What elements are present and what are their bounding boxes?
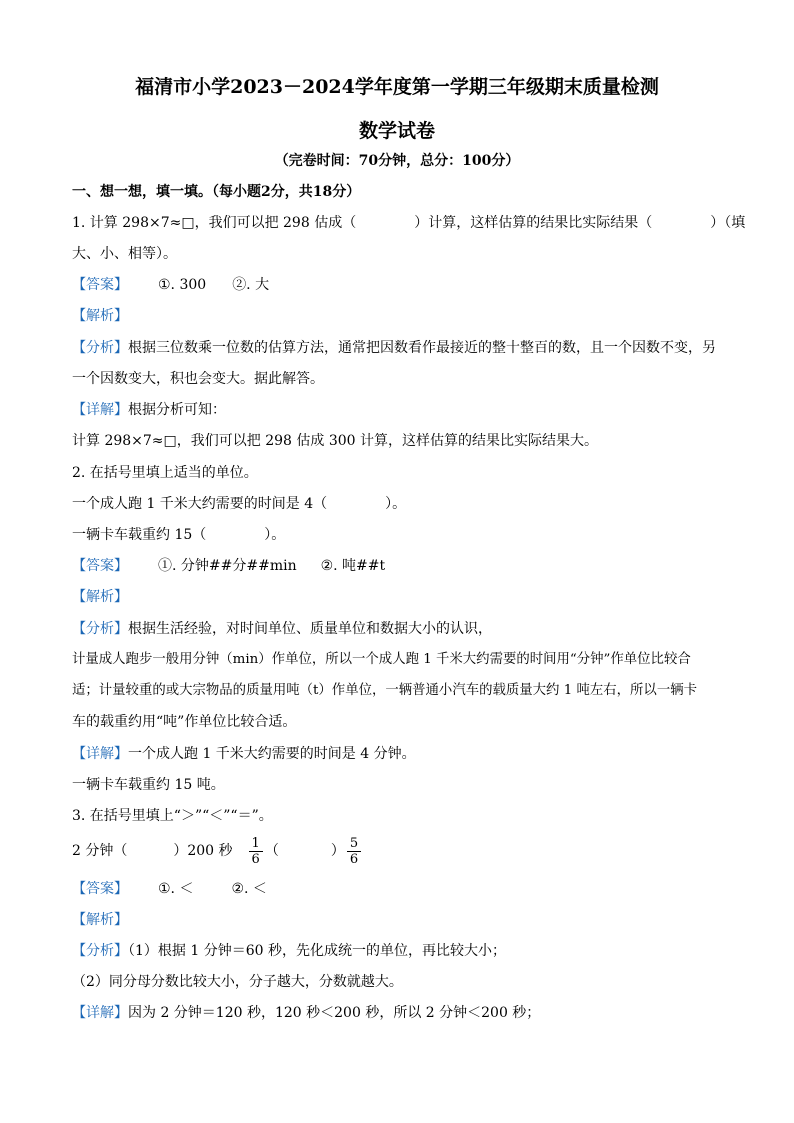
q2-answer-1: ①. 分钟##分##min [158, 558, 297, 574]
q3-fenxi-l1 [72, 942, 506, 960]
q1-fenxi-text1: 根据三位数乘一位数的估算方法，通常把因数看作最接近的整十整百的数，且一个因数不变，另 [128, 340, 716, 356]
q1-detail-l2: 计算 298×7≈□，我们可以把 298 估成 300 计算，这样估算的结果比实际结果大。 [72, 433, 599, 449]
q2-line1: 2. 在括号里填上适当的单位。 [72, 465, 258, 481]
xiangjie-tag: 【详解】 [72, 402, 128, 418]
section1-heading: 一、想一想，填一填。（每小题2分，共18分） [72, 184, 361, 200]
fraction-numerator: 1 [249, 836, 263, 852]
q3-fenxi-l2: （2）同分母分数比较大小，分子越大，分数就越大。 [72, 974, 403, 990]
q2-line3-a: 一辆卡车载重约 15（ [72, 527, 207, 543]
q2-line3-b: ）。 [264, 527, 286, 543]
fenxi-tag: 【分析】 [72, 340, 128, 356]
q3-answer-1: ①. ＜ [158, 881, 194, 897]
q3-line2-d: ） [330, 843, 345, 859]
fraction-denominator: 6 [251, 851, 260, 867]
q3-line1: 3. 在括号里填上“＞”“＜”“＝”。 [72, 808, 273, 824]
q3-detail-text1: 因为 2 分钟＝120 秒，120 秒＜200 秒，所以 2 分钟＜200 秒； [128, 1005, 541, 1021]
fenxi-tag: 【分析】 [72, 621, 128, 637]
q3-fenxi-text1: （1）根据 1 分钟＝60 秒，先化成统一的单位，再比较大小； [128, 943, 506, 959]
fraction-five-sixths [347, 836, 361, 867]
fraction-denominator: 6 [349, 851, 359, 867]
q2-detail-text1: 一个成人跑 1 千米大约需要的时间是 4 分钟。 [128, 746, 416, 762]
q2-fenxi-l3: 适；计量较重的或大宗物品的质量用吨（t）作单位，一辆普通小汽车的载质量大约 1 吨左右，所以一辆卡 [72, 683, 697, 698]
exam-title: 福清市小学2023－2024学年度第一学期三年级期末质量检测 [135, 76, 659, 98]
q2-answer [72, 557, 385, 575]
q2-line2-b: ）。 [385, 496, 407, 512]
q1-line1-b: ）计算，这样估算的结果比实际结果（ [414, 215, 653, 231]
fraction-one-sixth [249, 836, 263, 867]
q2-fenxi-l4: 车的载重约用“吨”作单位比较合适。 [72, 714, 297, 730]
q2-analysis-tag: 【解析】 [72, 589, 128, 605]
q1-fenxi-l1 [72, 339, 716, 357]
q1-line2: 大、小、相等）。 [72, 246, 177, 262]
q1-line1-c: ）（填 [710, 215, 746, 231]
fraction-numerator: 5 [347, 836, 361, 852]
q3-line2-a: 2 分钟（ [72, 843, 128, 859]
q2-line3 [72, 526, 285, 544]
answer-tag: 【答案】 [72, 558, 128, 574]
exam-subtitle: 数学试卷 [358, 120, 435, 142]
xiangjie-tag: 【详解】 [72, 1005, 128, 1021]
q3-answer-2: ②. ＜ [231, 881, 267, 897]
exam-info: （完卷时间：70分钟，总分：100分） [274, 153, 520, 169]
q1-detail-l1 [72, 401, 226, 419]
q3-answer [72, 880, 267, 898]
q2-fenxi-l2: 计量成人跑步一般用分钟（min）作单位，所以一个成人跑 1 千米大约需要的时间用“分钟”作单位比较合 [72, 652, 691, 667]
q1-fenxi-l2: 一个因数变大，积也会变大。据此解答。 [72, 371, 324, 387]
answer-tag: 【答案】 [72, 881, 128, 897]
q1-detail-text1: 根据分析可知： [128, 402, 226, 418]
q2-detail-l1 [72, 745, 416, 763]
q1-line1 [72, 214, 745, 232]
q3-analysis-tag: 【解析】 [72, 912, 128, 928]
q1-answer-2: ②. 大 [232, 277, 270, 293]
q2-line2 [72, 495, 406, 513]
q2-answer-2: ②. 吨##t [320, 558, 386, 574]
q3-detail-l1 [72, 1004, 540, 1022]
q1-answer [72, 276, 269, 294]
xiangjie-tag: 【详解】 [72, 746, 128, 762]
q2-fenxi-text1: 根据生活经验，对时间单位、质量单位和数据大小的认识， [128, 621, 492, 637]
q3-line2-b: ）200 秒 [173, 843, 233, 859]
q2-line2-a: 一个成人跑 1 千米大约需要的时间是 4（ [72, 496, 328, 512]
q1-line1-a: 1. 计算 298×7≈□，我们可以把 298 估成（ [72, 215, 357, 231]
q2-detail-l2: 一辆卡车载重约 15 吨。 [72, 777, 225, 793]
q2-fenxi-l1 [72, 620, 492, 638]
q1-answer-1: ①. 300 [158, 277, 207, 293]
q3-line2-c: （ [264, 843, 279, 859]
q3-line2 [72, 834, 363, 868]
q1-analysis-tag: 【解析】 [72, 308, 128, 324]
fenxi-tag: 【分析】 [72, 943, 128, 959]
answer-tag: 【答案】 [72, 277, 128, 293]
